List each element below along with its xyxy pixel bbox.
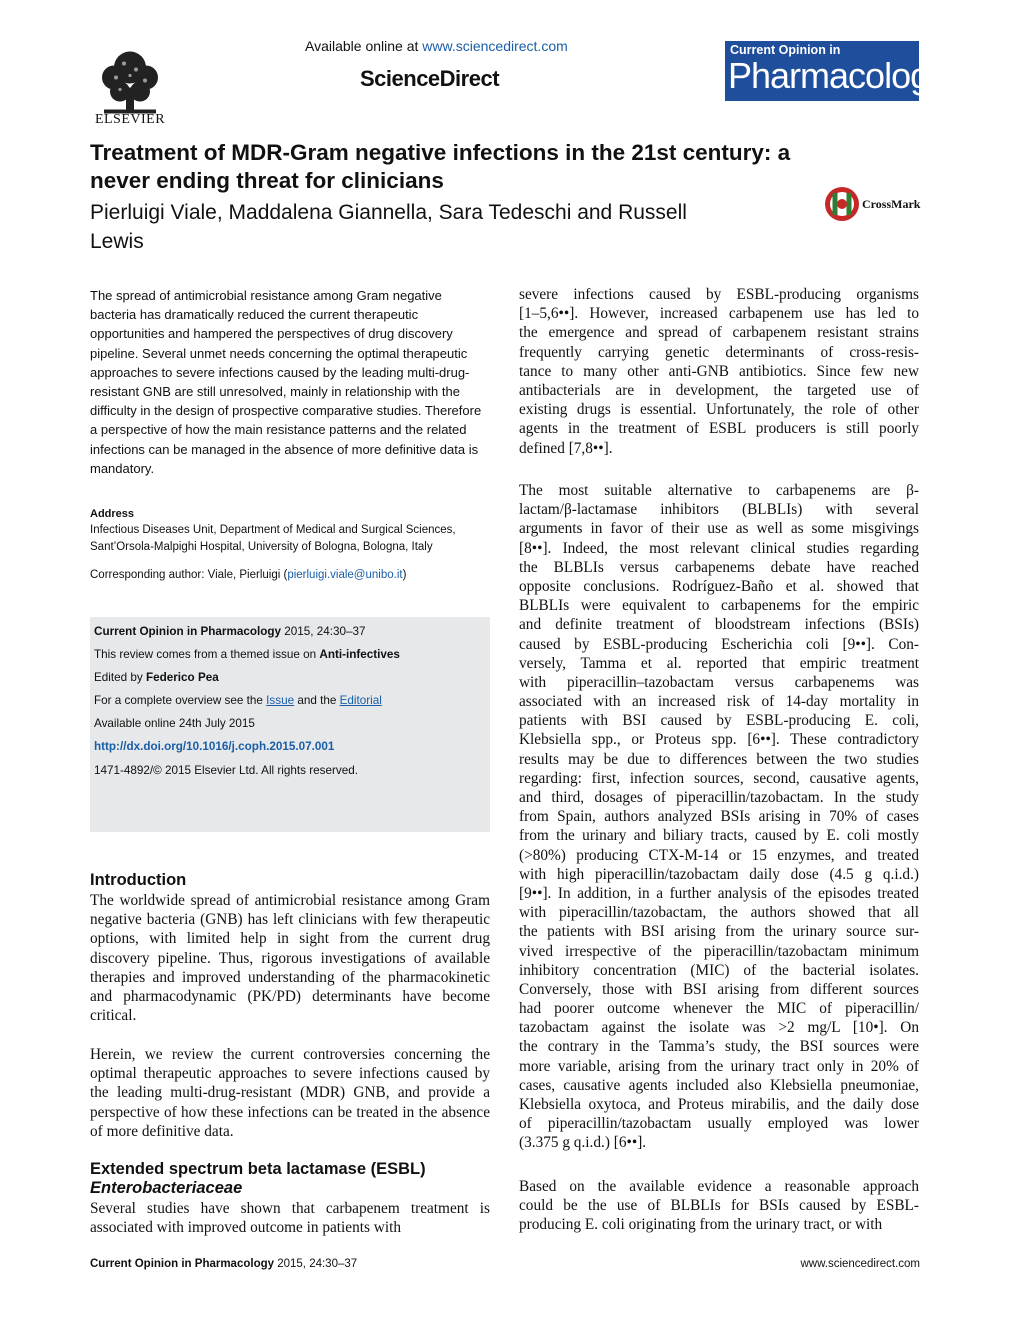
text-line: Klebsiella spp., or Proteus spp. [6••]. These contradictory <box>519 731 919 749</box>
introduction-heading: Introduction <box>90 871 187 889</box>
text-line: agents in the treatment of ESBL producers is still poorly <box>519 420 919 438</box>
info-overview-prefix: For a complete overview see the <box>94 694 267 707</box>
journal-logo <box>725 41 947 101</box>
text-line: and third, dosages of piperacillin/tazobactam. In the study <box>519 789 919 806</box>
info-edited-prefix: Edited by <box>94 671 146 684</box>
text-line: [1–5,6••]. However, increased carbapenem use has led to <box>519 305 919 323</box>
address-heading: Address <box>90 508 135 520</box>
info-journal: Current Opinion in Pharmacology <box>94 625 282 638</box>
info-and: and the <box>294 694 340 707</box>
available-online <box>305 38 568 54</box>
text-line: The most suitable alternative to carbapenems are β- <box>519 482 919 499</box>
crossmark-label: CrossMark <box>862 197 921 211</box>
info-available: Available online 24th July 2015 <box>94 717 255 730</box>
text-line: the BLBLIs versus carbapenems debate have reached <box>519 558 919 576</box>
footer-url: www.sciencedirect.com <box>800 1258 920 1270</box>
introduction-paragraph-1: The worldwide spread of antimicrobial resistance among Gram negative bacteria (GNB) has left clinicians with few therapeutic options, with limited help in sight from the current drug discovery pipeline. Thus, rigorous investigations of available therapies and improved understanding of the pharmacokinetic and pharmacodynamic (PK/PD) determinants have become critical. <box>90 892 490 1025</box>
article-info-box <box>90 617 490 832</box>
right-paragraph-3 <box>519 1177 919 1235</box>
text-line: (3.375 g q.i.d.) [6••]. <box>519 1134 647 1152</box>
esbl-paragraph-1: Several studies have shown that carbapenem treatment is associated with improved outcome in patients with <box>90 1200 490 1237</box>
text-line: producing E. coli originating from the urinary tract, or with <box>519 1216 883 1234</box>
text-line: results may be due to differences between the two studies <box>519 750 919 768</box>
text-line: caused by ESBL-producing Escherichia coli [9••]. Con- <box>519 635 919 653</box>
introduction-paragraph-2: Herein, we review the current controversies concerning the optimal therapeutic approaches to severe infections caused by the leading multi-drug-resistant (MDR) GNB, and provide a perspective of how these infections can be treated in the absence of more definitive data. <box>90 1046 490 1140</box>
text-line: from the urinary and biliary tracts, caused by E. coli mostly <box>519 827 919 845</box>
corresponding-suffix: ) <box>402 569 407 581</box>
text-line: (>80%) producing CTX-M-14 or 15 enzymes, and treated <box>519 846 919 864</box>
info-editor-name: Federico Pea <box>145 671 219 684</box>
text-line: defined [7,8••]. <box>519 439 613 457</box>
text-line: the patients with BSI arising from the urinary source sur- <box>519 923 919 941</box>
text-line: Based on the available evidence a reasonable approach <box>519 1178 919 1195</box>
text-line: could be the use of BLBLIs for BSIs caused by ESBL- <box>519 1197 919 1215</box>
text-line: BLBLIs were equivalent to carbapenems for the empiric <box>519 597 919 615</box>
sciencedirect-logo: ScienceDirect <box>360 66 500 91</box>
footer-journal: Current Opinion in Pharmacology <box>90 1258 275 1270</box>
text-line: the contrary in the Tamma’s study, the BSI sources were <box>519 1038 919 1056</box>
journal-logo-name: Pharmacology <box>728 55 947 96</box>
info-theme-name: Anti-infectives <box>319 648 400 661</box>
doi-link[interactable]: http://dx.doi.org/10.1016/j.coph.2015.07.001 <box>94 740 335 753</box>
text-line: and definite treatment of bloodstream infections (BSIs) <box>519 616 919 634</box>
text-line: versely, Tamma et al. reported that empiric treatment <box>519 654 919 672</box>
text-line: tazobactam against the isolate was >2 mg/L [10•]. On <box>519 1019 919 1037</box>
address-line-2: Sant’Orsola-Malpighi Hospital, University of Bologna, Bologna, Italy <box>90 541 433 553</box>
available-prefix: Available online at <box>305 38 423 54</box>
text-line: with high piperacillin/tazobactam daily dose (4.5 g q.i.d.) <box>519 865 919 883</box>
info-theme-prefix: This review comes from a themed issue on <box>94 648 320 661</box>
text-line: inhibitory concentration (MIC) of the bacterial isolates. <box>519 961 919 979</box>
address-line-1: Infectious Diseases Unit, Department of Medical and Surgical Sciences, <box>90 524 456 536</box>
text-line: with piperacillin–tazobactam versus carbapenems was <box>519 673 919 691</box>
text-line: more variable, arising from the urinary tract only in 20% of <box>519 1057 919 1075</box>
article-authors: Pierluigi Viale, Maddalena Giannella, Sara Tedeschi and Russell Lewis <box>90 201 687 253</box>
text-line: existing drugs is essential. Unfortunately, the role of other <box>519 401 919 419</box>
text-line: patients with BSI caused by ESBL-producing E. coli, <box>519 712 919 730</box>
text-line: Klebsiella oxytoca, and Proteus mirabilis, and the daily dose <box>519 1096 919 1113</box>
info-theme <box>94 648 400 661</box>
esbl-heading <box>90 1160 490 1198</box>
right-paragraph-1 <box>519 285 919 458</box>
email-link[interactable]: pierluigi.viale@unibo.it <box>287 569 403 581</box>
text-line: of piperacillin/tazobactam usually employed was lower <box>519 1115 919 1133</box>
info-volume: 2015, 24:30–37 <box>281 625 366 638</box>
abstract: The spread of antimicrobial resistance among Gram negative bacteria has dramatically reduced the current therapeutic opportunities and hampered the perspectives of drug discovery pipeline. Several unmet needs concerning the optimal therapeutic approaches to severe infections caused by the leading multi-drug-resistant GNB are still unresolved, mainly in relationship with the difficulty in the design of prospective comparative studies. Therefore a perspective of how the main resistance patterns and the related infections can be managed in the absence of more definitive data is mandatory. <box>90 288 482 476</box>
text-line: with piperacillin/tazobactam, the authors showed that all <box>519 904 919 922</box>
info-citation <box>94 625 366 638</box>
text-line: had poorer outcome whenever the MIC of piperacillin/ <box>519 1000 919 1018</box>
text-line: arguments in favor of their use as well as some misgivings <box>519 520 919 538</box>
esbl-heading-line-1: Extended spectrum beta lactamase (ESBL) <box>90 1160 426 1178</box>
corresponding-prefix: Corresponding author: Viale, Pierluigi ( <box>90 569 288 581</box>
text-line: cases, causative agents included also Klebsiella pneumoniae, <box>519 1076 919 1094</box>
text-line: tance to many other anti-GNB antibiotics. Since few new <box>519 362 919 380</box>
footer-volume: 2015, 24:30–37 <box>274 1258 358 1270</box>
text-line: severe infections caused by ESBL-producing organisms <box>519 286 919 303</box>
text-line: opposite conclusions. Rodríguez-Baño et al. showed that <box>519 577 919 595</box>
sciencedirect-url-link[interactable]: www.sciencedirect.com <box>422 38 568 54</box>
text-line: frequently carrying genetic determinants of cross-resis- <box>519 343 919 361</box>
footer-citation <box>90 1258 357 1270</box>
text-line: Conversely, those with BSI arising from different sources <box>519 980 919 998</box>
info-overview <box>94 694 382 707</box>
info-rights: 1471-4892/© 2015 Elsevier Ltd. All rights reserved. <box>94 764 358 777</box>
text-line: regarding: first, infection sources, second, causative agents, <box>519 769 919 787</box>
publisher-name: ELSEVIER <box>94 112 166 127</box>
text-line: associated with an increased risk of 14-day mortality in <box>519 693 919 711</box>
info-editor <box>94 671 219 684</box>
text-line: [9••]. In addition, in a further analysis of the episodes treated <box>519 884 919 902</box>
article-title: Treatment of MDR-Gram negative infections in the 21st century: a never ending threat for clinicians <box>90 140 791 193</box>
editorial-link[interactable]: Editorial <box>339 694 382 707</box>
journal-logo-top: Current Opinion in <box>730 43 841 57</box>
text-line: vived irrespective of the piperacillin/tazobactam minimum <box>519 942 919 960</box>
esbl-heading-line-2: Enterobacteriaceae <box>90 1179 243 1197</box>
text-line: from Spain, authors analyzed BSIs arising in 70% of cases <box>519 808 919 826</box>
address <box>90 522 490 556</box>
right-paragraph-2 <box>519 481 919 1153</box>
text-line: the emergence and spread of carbapenem resistant strains <box>519 324 919 342</box>
text-line: antibacterials are in development, the targeted use of <box>519 381 919 399</box>
corresponding-author <box>90 569 490 581</box>
text-line: lactam/β-lactamase inhibitors (BLBLIs) with several <box>519 501 919 519</box>
issue-link[interactable]: Issue <box>266 694 295 707</box>
text-line: [8••]. Indeed, the most relevant clinical studies regarding <box>519 539 919 557</box>
